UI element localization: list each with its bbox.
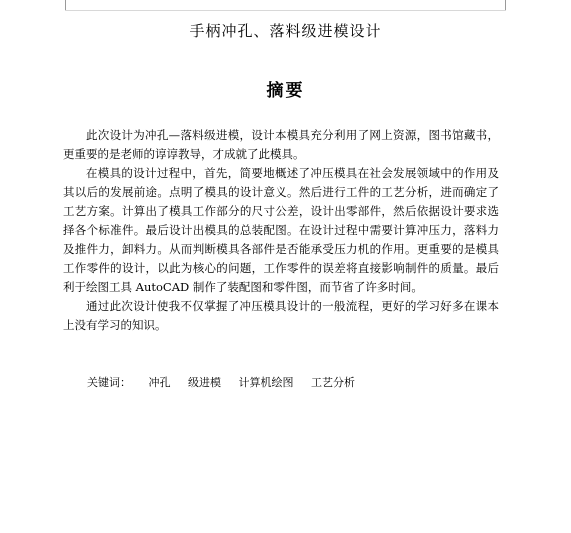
- keywords-label: 关键词：: [87, 376, 131, 389]
- header-rule: [65, 10, 506, 11]
- keyword-item: 计算机绘图: [238, 376, 294, 389]
- keyword-item: 工艺分析: [311, 376, 355, 389]
- keywords-line: [87, 376, 369, 390]
- abstract-paragraph-2: 在模具的设计过程中，首先，简要地概述了冲压模具在社会发展领域中的作用及其以后的发展前途。点明了模具的设计意义。然后进行工件的工艺分析，进而确定了工艺方案。计算出了模具工作部分的尺寸公差，设计出零部件，然后依据设计要求选择各个标准件。最后设计出模具的总装配图。在设计过程中需要计算冲压力，落料力及推件力，卸料力。从而判断模具各部件是否能承受压力机的作用。更重要的是模具工作零件的设计，以此为核心的问题，工作零件的误差将直接影响制件的质量。最后利于绘图工具 AutoCAD 制作了装配图和零件图，而节省了许多时间。: [63, 166, 499, 294]
- running-title: 手柄冲孔、落料级进模设计: [189, 22, 382, 40]
- keyword-item: 级进模: [188, 376, 221, 389]
- abstract-body: [63, 126, 499, 335]
- abstract-heading: 摘要: [266, 81, 305, 101]
- keyword-item: 冲孔: [148, 376, 171, 389]
- abstract-paragraph-3: 通过此次设计使我不仅掌握了冲压模具设计的一般流程，更好的学习好多在课本上没有学习的知识。: [63, 299, 499, 332]
- abstract-paragraph-1: 此次设计为冲孔—落料级进模，设计本模具充分利用了网上资源，图书馆藏书，更重要的是老师的谆谆教导，才成就了此模具。: [63, 128, 499, 161]
